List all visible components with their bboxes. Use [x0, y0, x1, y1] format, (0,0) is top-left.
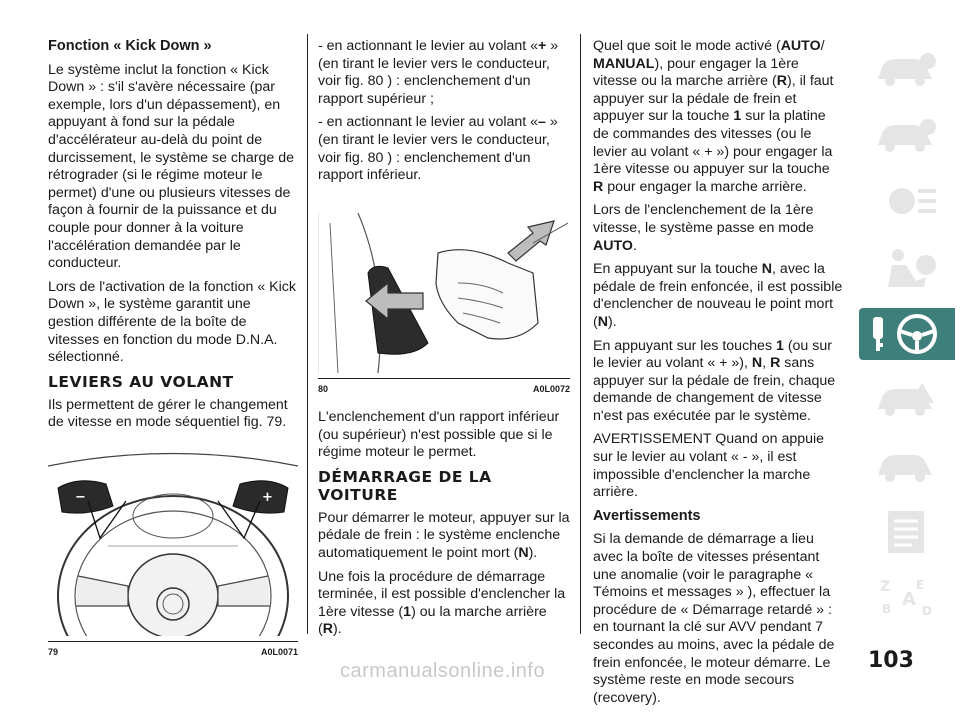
paragraph-kick-down: Le système inclut la fonction « Kick Down » : s'il s'avère nécessaire (par exemple, lors d'un dépassement), en appuyant à fond sur la pédale d'accélérateur au-delà du point de durcissement, le système se charge de rétrograder (si le régime moteur le permet) d'une ou plusieurs vitesses de façon à fournir de la puissance et du couple pour donner à la voiture l'accélération demandée par le conducteur.	[48, 61, 295, 272]
steering-key-icon[interactable]	[859, 308, 955, 360]
svg-text:A: A	[902, 589, 916, 610]
bullet-upshift: - en actionnant le levier au volant «+ » (en tirant le levier vers le conducteur, voir fig. 80 ) : enclenchement d'un rapport supérieur ;	[318, 38, 559, 107]
figure-79-code: A0L0071	[260, 647, 298, 658]
airbag-icon[interactable]	[859, 242, 955, 294]
figure-80	[318, 213, 570, 399]
column-left	[48, 38, 298, 662]
bullet-downshift: - en actionnant le levier au volant «– » (en tirant le levier vers le conducteur, voir fig. 80 ) : enclenchement d'un rapport inférieur.	[318, 114, 558, 184]
paddle-plus-label: +	[262, 489, 273, 505]
paragraph-neutral: En appuyant sur la touche N, avec la pédale de frein enfoncée, il est possible d'enclencher de nouveau le point mort (N).	[593, 261, 843, 330]
heading-leviers: LEVIERS AU VOLANT	[48, 372, 234, 391]
paddle-pull-illustration	[318, 213, 568, 373]
checklist-icon[interactable]	[859, 506, 955, 558]
watermark: carmanualsonline.info	[340, 660, 546, 682]
page-number: 103	[868, 648, 914, 673]
paragraph-start: Pour démarrer le moteur, appuyer sur la pédale de frein : le système enclenche automatiquement le point mort (N).	[318, 509, 570, 561]
heading-avertissements: Avertissements	[593, 507, 701, 524]
svg-text:B: B	[882, 602, 892, 616]
car-service-icon[interactable]	[859, 440, 955, 492]
figure-80-code: A0L0072	[532, 384, 570, 395]
car-hazard-icon[interactable]	[859, 374, 955, 426]
paragraph-no-brake: En appuyant sur les touches 1 (ou sur le levier au volant « + »), N, R sans appuyer sur la pédale de frein, chaque demande de changement de vitesse n'est pas exécutée par le système.	[593, 337, 836, 424]
column-right	[593, 38, 843, 713]
column-middle	[318, 38, 570, 645]
steering-wheel-illustration	[48, 446, 298, 636]
heading-demarrage: DÉMARRAGE DE LA VOITURE	[318, 467, 492, 504]
column-divider	[307, 34, 308, 634]
lights-icon[interactable]	[859, 176, 955, 228]
paragraph-kick-down-activation: Lors de l'activation de la fonction « Kick Down », le système garantit une gestion différente de la boîte de vitesses en fonction du mode D.N.A. sélectionné.	[48, 278, 296, 366]
paragraph-procedure: Une fois la procédure de démarrage terminée, il est possible d'enclencher la 1ère vitesse (1) ou la marche arrière (R).	[318, 568, 566, 638]
paragraph-delayed-start: Si la demande de démarrage a lieu avec la boîte de vitesses présentant une anomalie (voir le paragraphe « Témoins et messages » ), effectuer la procédure de « Démarrage retardé » : en tournant la clé sur AVV pendant 7 secondes au moins, avec la pédale de frein enfoncée, le moteur démarre. Le système reste en mode secours (recovery).	[593, 531, 835, 706]
paragraph-leviers: Ils permettent de gérer le changement de vitesse en mode séquentiel fig. 79.	[48, 396, 288, 431]
index-letters-icon[interactable]	[859, 572, 955, 624]
paddle-minus-label: −	[75, 489, 86, 505]
car-info-icon[interactable]	[859, 44, 955, 96]
svg-text:D: D	[922, 604, 932, 618]
figure-79	[48, 446, 298, 662]
paragraph-engage: L'enclenchement d'un rapport inférieur (ou supérieur) n'est possible que si le régime moteur le permet.	[318, 408, 560, 461]
column-divider	[580, 34, 581, 634]
figure-80-number: 80	[318, 384, 329, 395]
paragraph-first-gear: Lors de l'enclenchement de la 1ère vitesse, le système passe en mode AUTO.	[593, 202, 814, 254]
paragraph-mode: Quel que soit le mode activé (AUTO/ MANUAL), pour engager la 1ère vitesse ou la marche arrière (R), il faut appuyer sur la pédale de frein et appuyer sur la touche 1 sur la platine de commandes des vitesses (ou le levier au volant « + ») pour engager la 1ère vitesse ou appuyer sur la touche R pour engager la marche arrière.	[593, 38, 834, 195]
paragraph-warning: AVERTISSEMENT Quand on appuie sur le levier au volant « - », il est impossible d'enclencher la marche arrière.	[593, 431, 825, 501]
chapter-sidebar	[855, 30, 960, 630]
figure-79-number: 79	[48, 647, 59, 658]
svg-text:Z: Z	[880, 579, 891, 595]
car-warning-icon[interactable]	[859, 110, 955, 162]
svg-text:E: E	[916, 578, 925, 592]
figure-80-caption	[318, 378, 570, 399]
heading-kick-down: Fonction « Kick Down »	[48, 38, 212, 54]
figure-79-caption	[48, 641, 298, 662]
